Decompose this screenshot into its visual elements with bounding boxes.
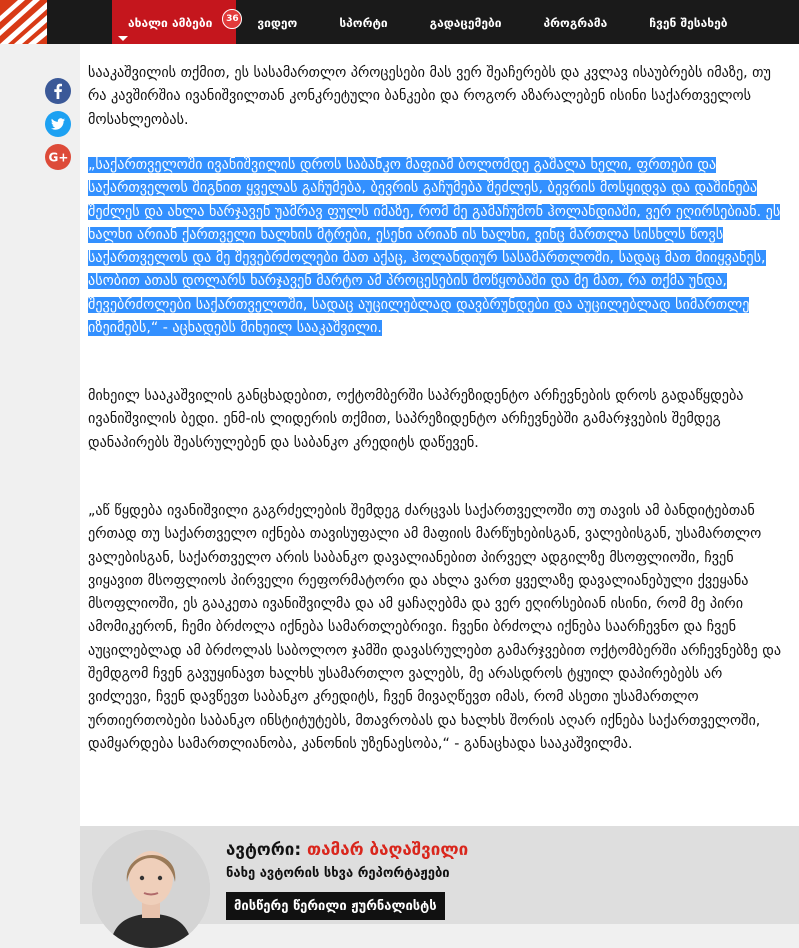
author-other-reports-link[interactable]: ნახე ავტორის სხვა რეპორტაჟები: [226, 866, 450, 881]
google-plus-icon: [45, 144, 71, 170]
facebook-share-button[interactable]: [45, 78, 71, 104]
article-paragraph-quote: „აწ წყდება ივანიშვილი გაგრძელების შემდეგ ძარცვას საქართველოში თუ თავის ამ ბანდიტებთან ერთად თუ საქართველო იქნება თავისუფალი ამ მაფიის მარწუხებისგან, ვალებისგან, უსამართლო ვალებისგან, საქართველო არის საბანკო დავალიანებით პირველ ადგილზე მსოფლიოში, ჩვენ ვიყავით მსოფლიოს პირველი რეფორმატორი და ახლა ვართ ყველაზე დავალიანებული ქვეყანა მსოფლიოში, ეს გააკეთა ივანიშვილმა და ამ ყაჩაღებმა და ვერ ეღირსებიან ისინი, რომ მე პირი ამომიკერონ, ჩემი ბრძოლა იქნება სამართლებრივი. ჩვენი ბრძოლა იქნება საარჩევნო და ჩვენ აუცილებლად ამ ბრძოლას საბოლოო ჯამში დავასრულებთ გამარჯვებით ოქტომბერში არჩევნებზე და შემდგომ ჩვენ გავუყინავთ ხალხს უსამართლო ვალებს, მე არასდროს ტყუილ დაპირებებს არ ვიძლევი, ჩვენ დავწევთ საბანკო კრედიტს, ჩვენ მივაღწევთ იმას, რომ ასეთი უსამართლო ურთიერთობები საბანკო ინსტიტუტებს, მთავრობას და ხალხს შორის აღარ იქნება საქართველოში, დამყარდება სამართლიანობა, კანონის უზენაესობა,“ - განაცხადა სააკაშვილმა.: [88, 503, 782, 752]
top-navigation-bar: [0, 0, 799, 44]
main-nav: [112, 0, 749, 44]
nav-item-video[interactable]: [236, 0, 318, 44]
facebook-icon: [45, 78, 71, 104]
twitter-icon: [45, 111, 71, 137]
google-plus-share-button[interactable]: [45, 144, 71, 170]
nav-item-label: სპორტი: [339, 16, 388, 30]
nav-item-news[interactable]: [112, 0, 239, 44]
author-photo: [92, 830, 210, 948]
left-gutter: [0, 44, 80, 924]
author-line: [226, 840, 468, 860]
article-paragraph: სააკაშვილის თქმით, ეს სასამართლო პროცესები მას ვერ შეაჩერებს და კვლავ ისაუბრებს იმაზე, თუ რა კავშირშია ივანიშვილთან კონკრეტული ბანკები და როგორ აზარალებენ ისინი საქართველოს მოსახლეობას.: [88, 65, 771, 128]
nav-item-about[interactable]: [628, 0, 748, 44]
chevron-down-icon: [118, 36, 128, 41]
article-paragraph-quote-selected[interactable]: [88, 154, 788, 340]
nav-item-sport[interactable]: [318, 0, 408, 44]
article-paragraph: მიხეილ სააკაშვილის განცხადებით, ოქტომბერში საპრეზიდენტო არჩევნების დროს გადაწყდება ივანიშვილის ბედი. ენმ-ის ლიდერის თქმით, საპრეზიდენტო არჩევნებში გამარჯვების შემდეგ დანაპირებს შეასრულებენ და საბანკო კრედიტს დაწევენ.: [88, 388, 744, 451]
text-selection: „საქართველოში ივანიშვილის დროს საბანკო მაფიამ ბოლომდე გაშალა ხელი, ფრთები და საქართველოს შიგნით ყველას გაჩუმება, ბევრის გაჩუმება შეძლეს, ბევრის მოსყიდვა და დაშინება შეძლეს და ახლა ხარჯავენ უამრავ ფულს იმაზე, რომ მე გამაჩუმონ ჰოლანდიაში, ვერ ეღირსებიან. ეს ხალხი არიან ქართველი ხალხის მტრები, ესენი არიან ის ხალხი, ვინც მართლა სისხლს წოვს საქართველოს და მე შევებრძოლები მათ აქაც, ჰოლანდიურ სასამართლოში, სადაც მათ მიიყვანეს, ასობით ათას დოლარს ხარჯავენ მარტო ამ პროცესების მოწყობაში და მე მათ, რა თქმა უნდა, შევებრძოლები საქართველოში, სადაც აუცილებლად დავბრუნდები და აუცილებლად სიმართლე იზეიმებს,“ - აცხადებს მიხეილ სააკაშვილი.: [88, 157, 781, 337]
news-count-badge: 36: [222, 9, 242, 29]
nav-item-shows[interactable]: [409, 0, 523, 44]
nav-item-label: პროგრამა: [543, 16, 608, 30]
nav-item-label: ახალი ამბები: [128, 16, 213, 30]
nav-item-label: გადაცემები: [429, 16, 502, 30]
write-to-journalist-button[interactable]: მისწერე წერილი ჟურნალისტს: [226, 892, 445, 920]
twitter-share-button[interactable]: [45, 111, 71, 137]
avatar[interactable]: [92, 830, 210, 948]
author-label: ავტორი:: [226, 840, 302, 860]
logo-icon: [0, 0, 47, 44]
nav-item-program[interactable]: [523, 0, 629, 44]
logo[interactable]: [0, 0, 47, 44]
nav-item-label: ვიდეო: [257, 16, 298, 30]
author-name-link[interactable]: თამარ ბაღაშვილი: [307, 840, 469, 860]
nav-item-label: ჩვენ შესახებ: [649, 16, 728, 30]
svg-text:G+: G+: [48, 150, 69, 165]
